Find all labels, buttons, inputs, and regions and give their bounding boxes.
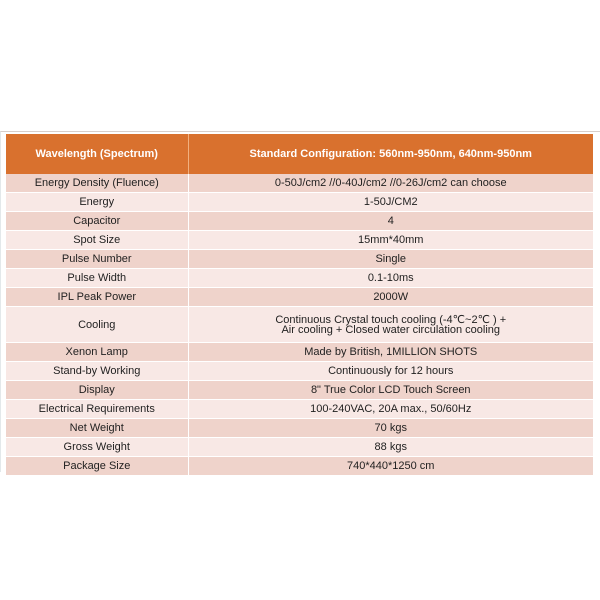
header-wavelength: Wavelength (Spectrum)	[6, 134, 188, 174]
row-label: Pulse Number	[6, 250, 188, 269]
table-header-row	[6, 134, 593, 174]
table-row	[6, 343, 593, 362]
table-row	[6, 307, 593, 343]
table-row	[6, 288, 593, 307]
table-row	[6, 362, 593, 381]
table-row	[6, 457, 593, 476]
row-label: Spot Size	[6, 231, 188, 250]
row-value	[188, 307, 593, 343]
table-row	[6, 269, 593, 288]
row-label: Xenon Lamp	[6, 343, 188, 362]
row-value: 100-240VAC, 20A max., 50/60Hz	[188, 400, 593, 419]
row-value: 8" True Color LCD Touch Screen	[188, 381, 593, 400]
row-value: Continuously for 12 hours	[188, 362, 593, 381]
row-value: 15mm*40mm	[188, 231, 593, 250]
cooling-line-2: Air cooling + Closed water circulation cooling	[281, 323, 501, 336]
table-row	[6, 400, 593, 419]
row-label: Package Size	[6, 457, 188, 476]
row-label: Gross Weight	[6, 438, 188, 457]
table-row	[6, 438, 593, 457]
table-row	[6, 212, 593, 231]
row-label: Pulse Width	[6, 269, 188, 288]
row-value: 0-50J/cm2 //0-40J/cm2 //0-26J/cm2 can choose	[188, 174, 593, 193]
table-row	[6, 174, 593, 193]
row-value: 740*440*1250 cm	[188, 457, 593, 476]
row-value: Single	[188, 250, 593, 269]
row-label: IPL Peak Power	[6, 288, 188, 307]
table-row	[6, 193, 593, 212]
cooling-line-1: Continuous Crystal touch cooling (-4℃~2℃ ) +	[275, 313, 507, 326]
spec-table	[6, 134, 593, 476]
row-value: 2000W	[188, 288, 593, 307]
header-standard-configuration: Standard Configuration: 560nm-950nm, 640nm-950nm	[188, 134, 593, 174]
row-label: Energy	[6, 193, 188, 212]
table-row	[6, 231, 593, 250]
table-row	[6, 381, 593, 400]
table-row	[6, 419, 593, 438]
row-value: 1-50J/CM2	[188, 193, 593, 212]
row-value: 0.1-10ms	[188, 269, 593, 288]
row-label: Electrical Requirements	[6, 400, 188, 419]
row-label: Stand-by Working	[6, 362, 188, 381]
row-value: 4	[188, 212, 593, 231]
row-label: Net Weight	[6, 419, 188, 438]
row-label: Cooling	[6, 307, 188, 343]
row-value: 88 kgs	[188, 438, 593, 457]
row-value: Made by British, 1MILLION SHOTS	[188, 343, 593, 362]
table-row	[6, 250, 593, 269]
row-label: Energy Density (Fluence)	[6, 174, 188, 193]
row-value: 70 kgs	[188, 419, 593, 438]
row-label: Capacitor	[6, 212, 188, 231]
row-label: Display	[6, 381, 188, 400]
